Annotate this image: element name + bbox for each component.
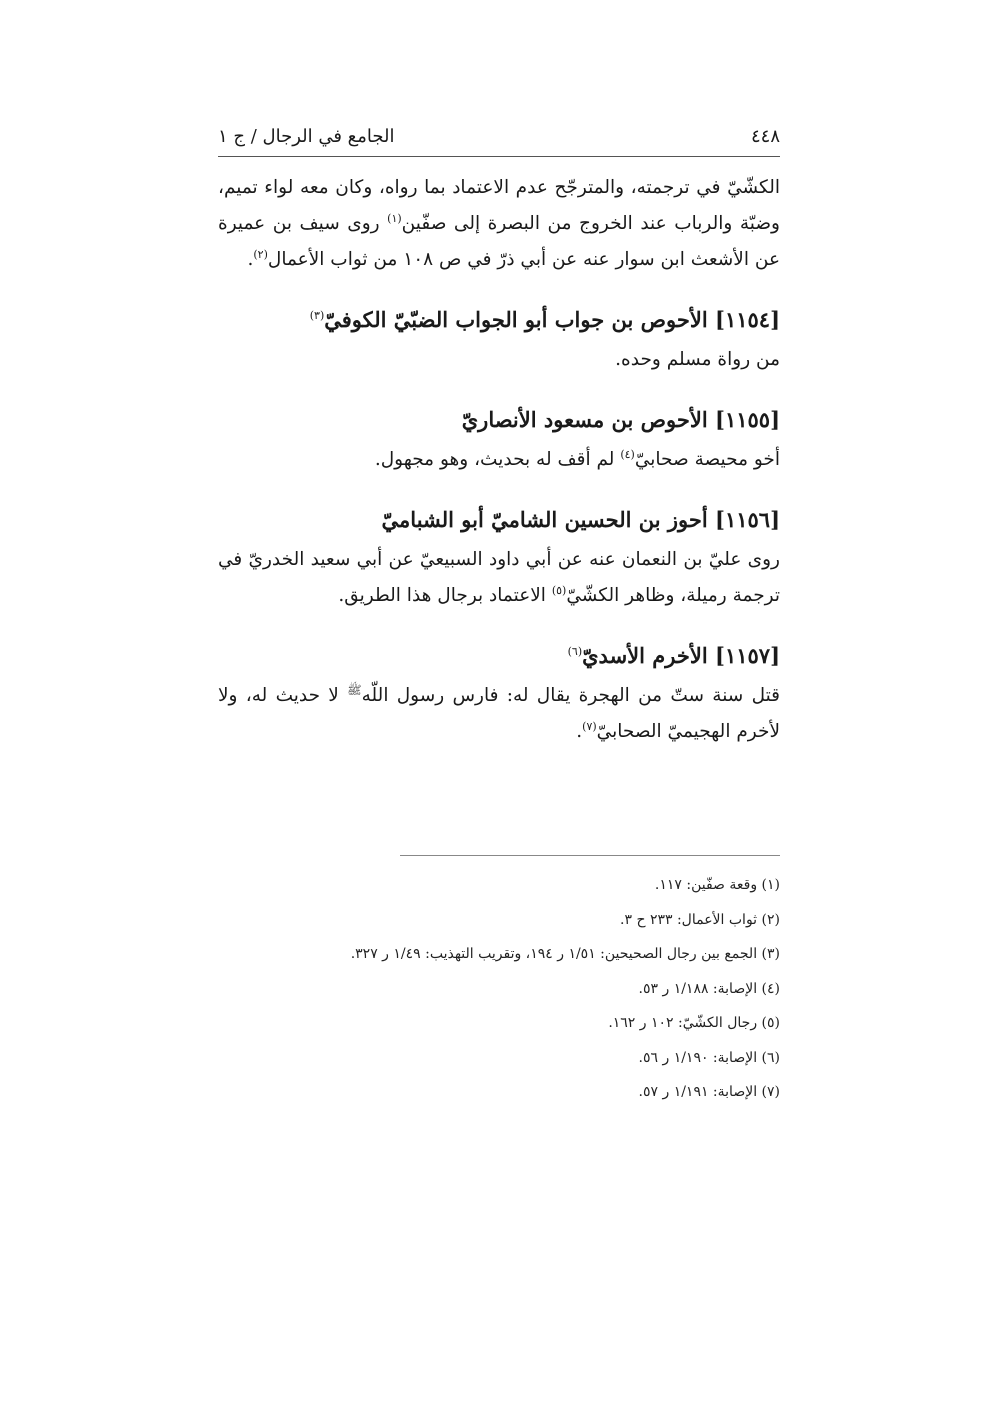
intro-text: .: [247, 249, 254, 270]
entry-body: [218, 542, 780, 614]
footnote: (١) وقعة صفّين: ١١٧.: [654, 877, 780, 893]
entry-text: لا حديث له، ولا لأخرم الهجيميّ الصحابيّ: [218, 685, 780, 742]
running-title: الجامع في الرجال / ج ١: [218, 126, 395, 147]
footnote: (٥) رجال الكشّيّ: ١٠٢ ر ١٦٢.: [608, 1015, 780, 1031]
intro-text: الكشّيّ في ترجمته، والمترجّح عدم الاعتماد بما رواه، وكان معه لواء تميم، وضبّة والرباب عند الخروج من البصرة إلى صفّين: [218, 177, 780, 234]
entry-number: [١١٥٧]: [715, 643, 780, 668]
entry-text: من رواة مسلم وحده.: [615, 349, 780, 370]
entry-text: الاعتماد برجال هذا الطريق.: [338, 585, 552, 606]
footnote: (٤) الإصابة: ١/١٨٨ ر ٥٣.: [638, 980, 780, 997]
intro-paragraph: [218, 170, 780, 278]
entry-body: [218, 342, 780, 378]
entry-text: .: [576, 721, 583, 742]
footnote-ref: (٤): [620, 447, 635, 461]
entry-title: الأحوص بن مسعود الأنصاريّ: [461, 407, 708, 432]
main-text: [218, 170, 780, 750]
header-divider: [218, 156, 780, 157]
footnote: (٣) الجمع بين رجال الصحيحين: ١/٥١ ر ١٩٤، وتقريب التهذيب: ١/٤٩ ر ٣٢٧.: [350, 946, 780, 962]
page-number: ٤٤٨: [750, 126, 780, 147]
entry-body: [218, 442, 780, 478]
footnote-divider: [400, 855, 780, 856]
footnote: (٢) ثواب الأعمال: ٢٣٣ ح ٣.: [620, 911, 780, 928]
entry-text: أخو محيصة صحابيّ: [634, 449, 780, 470]
intro-text: روى سيف بن عميرة عن الأشعث ابن سوار عنه عن أبي ذرّ في ص ١٠٨ من ثواب الأعمال: [218, 213, 780, 270]
footnote-ref: (١): [387, 211, 402, 225]
entry-title: الأحوص بن جواب أبو الجواب الضبّيّ الكوفيّ: [324, 307, 708, 332]
footnote-ref: (٣): [309, 309, 325, 322]
entry-title: الأخرم الأسديّ: [582, 643, 708, 668]
entry-number: [١١٥٥]: [715, 407, 780, 432]
entry-text: روى عليّ بن النعمان عنه عن أبي داود السبيعيّ عن أبي سعيد الخدريّ في ترجمة رميلة، وظاهر الكشّيّ: [218, 549, 780, 606]
entry-text: لم أقف له بحديث، وهو مجهول.: [374, 449, 621, 470]
footnote-ref: (٧): [582, 719, 597, 733]
entry-number: [١١٥٦]: [715, 507, 780, 532]
entry-title: أحوز بن الحسين الشاميّ أبو الشباميّ: [381, 507, 708, 532]
footnote-ref: (٥): [551, 583, 567, 597]
entry-heading: [218, 400, 780, 440]
footnote-ref: (٢): [253, 247, 268, 261]
entry-heading: [218, 500, 780, 540]
honorific-symbol: ﷺ: [347, 682, 362, 697]
footnotes-section: [218, 868, 780, 1110]
entry-heading: [218, 636, 780, 676]
entry-text: قتل سنة ستّ من الهجرة يقال له: فارس رسول اللّه: [361, 685, 781, 706]
footnote: (٧) الإصابة: ١/١٩١ ر ٥٧.: [638, 1084, 780, 1100]
footnote-ref: (٦): [567, 645, 583, 658]
entry-heading: [218, 300, 780, 340]
footnote: (٦) الإصابة: ١/١٩٠ ر ٥٦.: [638, 1049, 780, 1066]
entry-body: [218, 678, 780, 750]
entry-number: [١١٥٤]: [715, 307, 780, 332]
page-header: [218, 118, 780, 152]
